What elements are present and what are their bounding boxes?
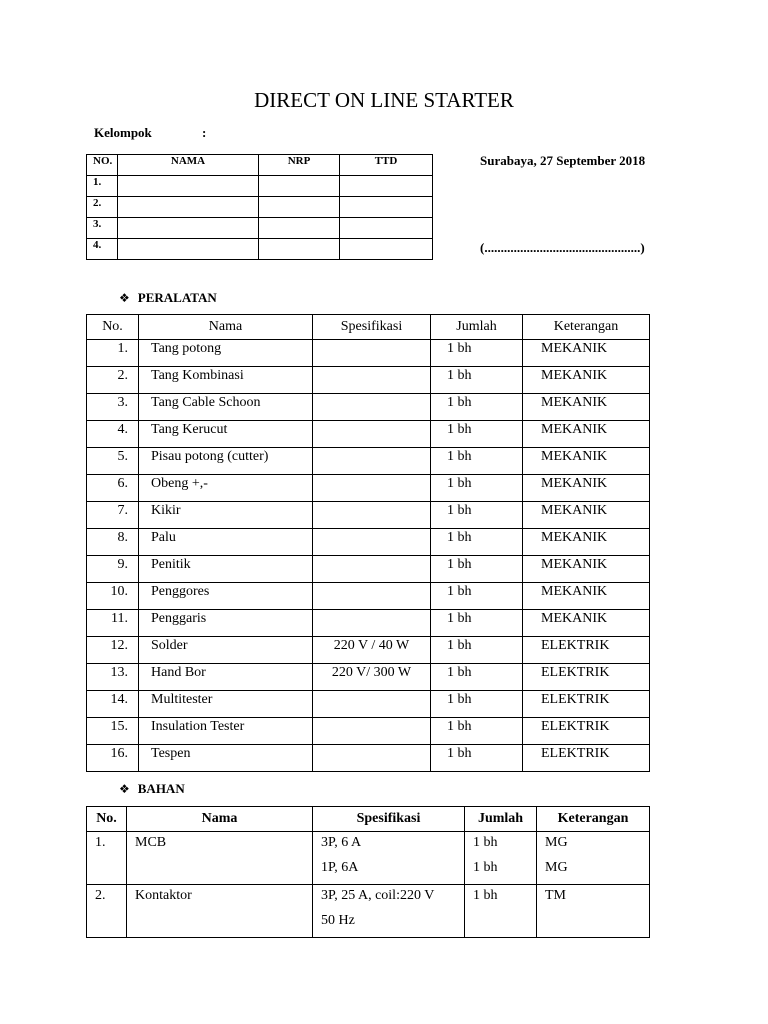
tool-no-cell: 4. (87, 421, 139, 448)
tool-qty-cell: 1 bh (431, 448, 523, 475)
materials-header-spesifikasi: Spesifikasi (313, 807, 465, 832)
member-header-ttd: TTD (340, 155, 433, 176)
tool-no-cell: 15. (87, 718, 139, 745)
tool-no-cell: 13. (87, 664, 139, 691)
materials-table (86, 806, 650, 938)
table-row (87, 556, 650, 583)
member-table-header (87, 155, 433, 176)
material-note-cell-line: MG (545, 860, 568, 875)
member-nrp-cell (259, 176, 340, 197)
table-row (87, 664, 650, 691)
tool-spec-cell (313, 502, 431, 529)
tool-qty-cell: 1 bh (431, 637, 523, 664)
tool-no-cell: 14. (87, 691, 139, 718)
tool-name-cell: Solder (139, 637, 313, 664)
table-row (87, 340, 650, 367)
member-row-number: 2. (87, 197, 118, 218)
tool-name-cell: Tespen (139, 745, 313, 772)
table-row (87, 691, 650, 718)
tools-header-nama: Nama (139, 315, 313, 340)
table-row (87, 745, 650, 772)
table-row (87, 394, 650, 421)
tool-no-cell: 12. (87, 637, 139, 664)
tool-no-cell: 1. (87, 340, 139, 367)
material-spec-cell-line: 50 Hz (321, 913, 355, 928)
tool-note-cell: MEKANIK (523, 502, 650, 529)
section-peralatan-label: PERALATAN (137, 290, 217, 305)
member-row-number: 1. (87, 176, 118, 197)
member-row-number: 3. (87, 218, 118, 239)
material-spec-cell-line: 1P, 6A (321, 860, 359, 875)
tool-spec-cell (313, 340, 431, 367)
tool-name-cell: Tang Cable Schoon (139, 394, 313, 421)
tool-note-cell: ELEKTRIK (523, 664, 650, 691)
tool-note-cell: ELEKTRIK (523, 718, 650, 745)
tool-note-cell: MEKANIK (523, 475, 650, 502)
section-peralatan (119, 290, 217, 306)
signature-line: (................................................) (480, 240, 645, 255)
member-ttd-cell (340, 197, 433, 218)
material-spec-cell (313, 885, 465, 938)
materials-header-nama: Nama (127, 807, 313, 832)
tool-name-cell: Tang Kombinasi (139, 367, 313, 394)
tools-header-jumlah: Jumlah (431, 315, 523, 340)
tool-qty-cell: 1 bh (431, 475, 523, 502)
table-row (87, 718, 650, 745)
material-name-cell-text: MCB (135, 835, 167, 850)
member-row (87, 197, 433, 218)
tool-note-cell: ELEKTRIK (523, 637, 650, 664)
material-no-cell (87, 885, 127, 938)
material-note-cell-line: MG (545, 835, 568, 850)
tool-spec-cell: 220 V / 40 W (313, 637, 431, 664)
materials-table-body (87, 832, 650, 938)
tools-header-spesifikasi: Spesifikasi (313, 315, 431, 340)
material-note-cell-line: TM (545, 888, 566, 903)
tool-no-cell: 8. (87, 529, 139, 556)
member-row (87, 176, 433, 197)
diamond-bullet-icon: ❖ (119, 291, 130, 305)
tool-spec-cell (313, 610, 431, 637)
material-spec-cell-line: 3P, 25 A, coil:220 V (321, 888, 435, 903)
kelompok-label: Kelompok (94, 125, 152, 140)
tool-qty-cell: 1 bh (431, 583, 523, 610)
member-row (87, 239, 433, 260)
tool-spec-cell (313, 421, 431, 448)
material-note-cell (537, 832, 650, 885)
tool-qty-cell: 1 bh (431, 421, 523, 448)
tool-no-cell: 5. (87, 448, 139, 475)
tool-note-cell: MEKANIK (523, 610, 650, 637)
material-spec-cell (313, 832, 465, 885)
tool-name-cell: Tang Kerucut (139, 421, 313, 448)
member-table (86, 154, 433, 260)
tool-name-cell: Kikir (139, 502, 313, 529)
tool-note-cell: ELEKTRIK (523, 691, 650, 718)
tool-no-cell: 9. (87, 556, 139, 583)
section-bahan (119, 781, 185, 797)
table-row (87, 885, 650, 938)
tool-name-cell: Insulation Tester (139, 718, 313, 745)
material-qty-cell-line: 1 bh (473, 860, 498, 875)
member-ttd-cell (340, 176, 433, 197)
member-name-cell (118, 218, 259, 239)
material-no-cell-text: 1. (95, 835, 106, 850)
table-row (87, 610, 650, 637)
tool-spec-cell (313, 556, 431, 583)
tool-qty-cell: 1 bh (431, 340, 523, 367)
tools-table-body (87, 340, 650, 772)
tool-qty-cell: 1 bh (431, 502, 523, 529)
materials-header-no: No. (87, 807, 127, 832)
materials-table-header (87, 807, 650, 832)
tool-name-cell: Multitester (139, 691, 313, 718)
tools-header-keterangan: Keterangan (523, 315, 650, 340)
tool-qty-cell: 1 bh (431, 664, 523, 691)
member-name-cell (118, 239, 259, 260)
member-row (87, 218, 433, 239)
tool-qty-cell: 1 bh (431, 394, 523, 421)
member-header-nama: NAMA (118, 155, 259, 176)
tool-name-cell: Penggaris (139, 610, 313, 637)
tool-note-cell: MEKANIK (523, 367, 650, 394)
tool-spec-cell (313, 718, 431, 745)
kelompok-colon: : (202, 125, 207, 140)
tool-no-cell: 7. (87, 502, 139, 529)
tool-spec-cell (313, 583, 431, 610)
table-row (87, 502, 650, 529)
tool-name-cell: Penggores (139, 583, 313, 610)
tool-qty-cell: 1 bh (431, 610, 523, 637)
member-name-cell (118, 197, 259, 218)
table-row (87, 367, 650, 394)
material-qty-cell-line: 1 bh (473, 835, 498, 850)
tool-spec-cell (313, 745, 431, 772)
tool-qty-cell: 1 bh (431, 556, 523, 583)
diamond-bullet-icon: ❖ (119, 782, 130, 796)
tool-spec-cell (313, 367, 431, 394)
materials-header-keterangan: Keterangan (537, 807, 650, 832)
tool-name-cell: Penitik (139, 556, 313, 583)
tool-spec-cell: 220 V/ 300 W (313, 664, 431, 691)
material-name-cell (127, 832, 313, 885)
table-row (87, 529, 650, 556)
tool-spec-cell (313, 475, 431, 502)
tool-name-cell: Hand Bor (139, 664, 313, 691)
tool-note-cell: MEKANIK (523, 556, 650, 583)
tool-qty-cell: 1 bh (431, 691, 523, 718)
member-name-cell (118, 176, 259, 197)
tool-spec-cell (313, 529, 431, 556)
member-nrp-cell (259, 218, 340, 239)
member-nrp-cell (259, 197, 340, 218)
tool-qty-cell: 1 bh (431, 529, 523, 556)
tool-note-cell: MEKANIK (523, 394, 650, 421)
tool-no-cell: 3. (87, 394, 139, 421)
member-ttd-cell (340, 239, 433, 260)
document-title: DIRECT ON LINE STARTER (254, 88, 514, 112)
tools-table-header (87, 315, 650, 340)
tool-spec-cell (313, 691, 431, 718)
tool-no-cell: 10. (87, 583, 139, 610)
tool-note-cell: MEKANIK (523, 421, 650, 448)
tool-qty-cell: 1 bh (431, 745, 523, 772)
member-nrp-cell (259, 239, 340, 260)
tool-name-cell: Pisau potong (cutter) (139, 448, 313, 475)
tool-note-cell: MEKANIK (523, 448, 650, 475)
tool-no-cell: 16. (87, 745, 139, 772)
material-no-cell (87, 832, 127, 885)
member-ttd-cell (340, 218, 433, 239)
table-row (87, 421, 650, 448)
tool-no-cell: 6. (87, 475, 139, 502)
table-row (87, 637, 650, 664)
material-qty-cell (465, 885, 537, 938)
tool-name-cell: Tang potong (139, 340, 313, 367)
material-qty-cell-line: 1 bh (473, 888, 498, 903)
tools-header-no: No. (87, 315, 139, 340)
city-date: Surabaya, 27 September 2018 (480, 153, 646, 168)
material-name-cell (127, 885, 313, 938)
tool-qty-cell: 1 bh (431, 367, 523, 394)
tool-note-cell: MEKANIK (523, 529, 650, 556)
material-qty-cell (465, 832, 537, 885)
tool-note-cell: ELEKTRIK (523, 745, 650, 772)
member-header-nrp: NRP (259, 155, 340, 176)
table-row (87, 448, 650, 475)
table-row (87, 832, 650, 885)
materials-header-jumlah: Jumlah (465, 807, 537, 832)
tool-note-cell: MEKANIK (523, 583, 650, 610)
tool-spec-cell (313, 394, 431, 421)
member-row-number: 4. (87, 239, 118, 260)
tool-name-cell: Obeng +,- (139, 475, 313, 502)
material-spec-cell-line: 3P, 6 A (321, 835, 362, 850)
material-no-cell-text: 2. (95, 888, 106, 903)
section-bahan-label: BAHAN (137, 781, 185, 796)
member-header-no: NO. (87, 155, 118, 176)
tool-name-cell: Palu (139, 529, 313, 556)
material-note-cell (537, 885, 650, 938)
tools-table (86, 314, 650, 772)
tool-no-cell: 2. (87, 367, 139, 394)
tool-qty-cell: 1 bh (431, 718, 523, 745)
tool-spec-cell (313, 448, 431, 475)
table-row (87, 475, 650, 502)
tool-note-cell: MEKANIK (523, 340, 650, 367)
table-row (87, 583, 650, 610)
material-name-cell-text: Kontaktor (135, 888, 192, 903)
tool-no-cell: 11. (87, 610, 139, 637)
